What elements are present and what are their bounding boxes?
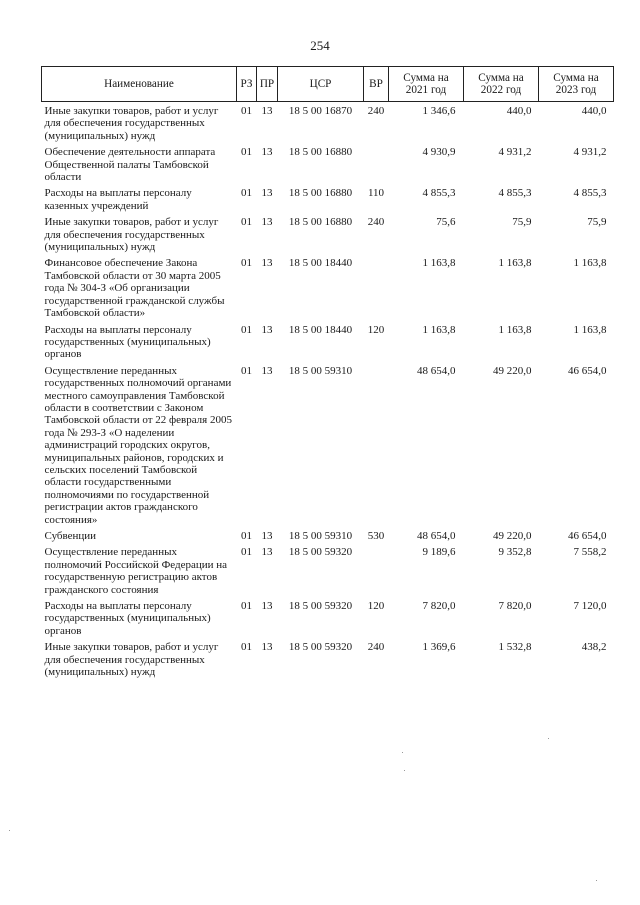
row-sum-2022: 1 163,8 xyxy=(498,323,532,336)
table-row xyxy=(42,365,614,530)
row-csr: 18 5 00 18440 xyxy=(288,257,353,270)
budget-table xyxy=(41,66,614,682)
row-vr: 240 xyxy=(367,641,385,654)
row-sum-2023: 46 654,0 xyxy=(568,364,607,377)
page-number: 254 xyxy=(310,38,330,53)
row-sum-2021: 48 654,0 xyxy=(417,364,456,377)
row-sum-2021: 7 820,0 xyxy=(422,600,456,613)
row-pr: 13 xyxy=(261,216,273,229)
row-csr: 18 5 00 59310 xyxy=(288,364,353,377)
table-row xyxy=(42,600,614,641)
row-rz: 01 xyxy=(241,600,252,613)
row-rz: 01 xyxy=(241,530,252,542)
row-csr: 18 5 00 59320 xyxy=(288,600,353,613)
row-name: Субвенции xyxy=(44,530,97,542)
row-sum-2021: 75,6 xyxy=(436,216,456,229)
row-vr xyxy=(364,146,389,187)
header-sum-2022: Сумма на 2022 год xyxy=(464,67,539,102)
row-rz: 01 xyxy=(241,187,252,200)
row-rz: 01 xyxy=(241,257,252,270)
header-name: Наименование xyxy=(42,67,237,102)
row-name: Расходы на выплаты персоналу государственных (муниципальных) органов xyxy=(44,323,211,361)
scan-speck xyxy=(548,738,549,739)
row-sum-2022: 75,9 xyxy=(512,216,532,229)
row-sum-2023: 7 120,0 xyxy=(573,600,607,613)
scan-speck xyxy=(9,830,10,831)
header-sum-2021: Сумма на 2021 год xyxy=(389,67,464,102)
row-vr xyxy=(364,365,389,530)
row-csr: 18 5 00 16880 xyxy=(288,146,353,159)
row-sum-2022: 4 855,3 xyxy=(498,187,532,200)
scan-speck xyxy=(596,880,597,881)
row-csr: 18 5 00 16880 xyxy=(288,187,353,200)
header-sum-2023: Сумма на 2023 год xyxy=(539,67,614,102)
row-name: Расходы на выплаты персоналу государственных (муниципальных) органов xyxy=(44,600,211,637)
row-pr: 13 xyxy=(261,530,273,542)
row-sum-2021: 1 369,6 xyxy=(422,641,456,654)
row-vr xyxy=(364,257,389,323)
row-sum-2021: 48 654,0 xyxy=(417,530,456,542)
header-pr: ПР xyxy=(257,67,278,102)
row-name: Иные закупки товаров, работ и услуг для обеспечения государственных (муниципальных) нужд xyxy=(44,105,219,142)
row-csr: 18 5 00 59320 xyxy=(288,641,353,654)
row-rz: 01 xyxy=(241,641,252,654)
row-vr: 530 xyxy=(367,530,385,542)
header-csr: ЦСР xyxy=(278,67,364,102)
row-sum-2022: 49 220,0 xyxy=(493,530,532,542)
row-vr xyxy=(364,546,389,600)
row-sum-2023: 46 654,0 xyxy=(568,530,607,542)
row-name: Финансовое обеспечение Закона Тамбовской области от 30 марта 2005 года № 304-З «Об организации государственной гражданской службы Тамбовской области» xyxy=(44,257,225,320)
row-name: Осуществление переданных государственных полномочий органами местного самоуправления Тамбовской области в соответствии с Законом Тамбовской области от 22 февраля 2005 года № 293-З «О наделении администраций городских округов, муниципальных районов, городских и сельских поселений Тамбовской области государственными полномочиями по государственной регистрации актов гражданского состояния» xyxy=(44,364,232,526)
row-sum-2023: 75,9 xyxy=(587,216,607,229)
row-sum-2023: 4 855,3 xyxy=(573,187,607,200)
row-sum-2021: 9 189,6 xyxy=(422,546,456,559)
row-pr: 13 xyxy=(261,323,273,336)
table-row xyxy=(42,257,614,323)
row-name: Расходы на выплаты персоналу казенных учреждений xyxy=(44,187,192,212)
row-vr: 240 xyxy=(367,105,385,117)
table-row xyxy=(42,187,614,216)
row-pr: 13 xyxy=(261,187,273,200)
row-rz: 01 xyxy=(241,323,252,336)
row-sum-2023: 440,0 xyxy=(581,105,607,117)
table-row xyxy=(42,146,614,187)
row-sum-2021: 1 163,8 xyxy=(422,323,456,336)
row-pr: 13 xyxy=(261,257,273,270)
scan-speck xyxy=(404,770,405,771)
row-csr: 18 5 00 59320 xyxy=(288,546,353,559)
row-sum-2022: 7 820,0 xyxy=(498,600,532,613)
row-sum-2023: 438,2 xyxy=(581,641,607,654)
row-pr: 13 xyxy=(261,105,273,117)
row-rz: 01 xyxy=(241,146,252,159)
row-rz: 01 xyxy=(241,105,252,117)
row-rz: 01 xyxy=(241,364,252,377)
row-sum-2022: 1 532,8 xyxy=(498,641,532,654)
row-sum-2022: 1 163,8 xyxy=(498,257,532,270)
row-sum-2022: 9 352,8 xyxy=(498,546,532,559)
row-vr: 240 xyxy=(367,216,385,229)
scan-speck xyxy=(402,752,403,753)
row-sum-2023: 7 558,2 xyxy=(573,546,607,559)
row-name: Иные закупки товаров, работ и услуг для обеспечения государственных (муниципальных) нужд xyxy=(44,641,219,679)
row-sum-2021: 4 855,3 xyxy=(422,187,456,200)
row-vr: 110 xyxy=(367,187,385,200)
table-row xyxy=(42,216,614,257)
table-row xyxy=(42,546,614,600)
row-csr: 18 5 00 18440 xyxy=(288,323,353,336)
row-sum-2022: 49 220,0 xyxy=(493,364,532,377)
row-vr: 120 xyxy=(367,600,385,613)
row-pr: 13 xyxy=(261,600,273,613)
row-sum-2022: 440,0 xyxy=(506,105,532,117)
row-rz: 01 xyxy=(241,216,252,229)
row-sum-2023: 1 163,8 xyxy=(573,257,607,270)
row-pr: 13 xyxy=(261,641,273,654)
row-csr: 18 5 00 16880 xyxy=(288,216,353,229)
table-row xyxy=(42,324,614,365)
row-name: Осуществление переданных полномочий Российской Федерации на государственную регистрацию актов гражданского состояния xyxy=(44,546,228,596)
row-pr: 13 xyxy=(261,364,273,377)
table-row xyxy=(42,641,614,682)
table-header-row xyxy=(42,67,614,102)
row-sum-2021: 1 346,6 xyxy=(422,105,456,117)
row-csr: 18 5 00 16870 xyxy=(288,105,353,117)
table-row xyxy=(42,102,614,147)
row-rz: 01 xyxy=(241,546,252,559)
header-vr: ВР xyxy=(364,67,389,102)
row-sum-2023: 1 163,8 xyxy=(573,323,607,336)
row-sum-2022: 4 931,2 xyxy=(498,146,532,159)
row-vr: 120 xyxy=(367,323,385,336)
row-pr: 13 xyxy=(261,146,273,159)
table-row xyxy=(42,530,614,546)
row-pr: 13 xyxy=(261,546,273,559)
row-sum-2021: 1 163,8 xyxy=(422,257,456,270)
row-csr: 18 5 00 59310 xyxy=(288,530,353,542)
header-rz: РЗ xyxy=(237,67,257,102)
row-sum-2021: 4 930,9 xyxy=(422,146,456,159)
row-name: Иные закупки товаров, работ и услуг для обеспечения государственных (муниципальных) нужд xyxy=(44,216,219,254)
row-name: Обеспечение деятельности аппарата Общественной палаты Тамбовской области xyxy=(44,146,216,184)
row-sum-2023: 4 931,2 xyxy=(573,146,607,159)
